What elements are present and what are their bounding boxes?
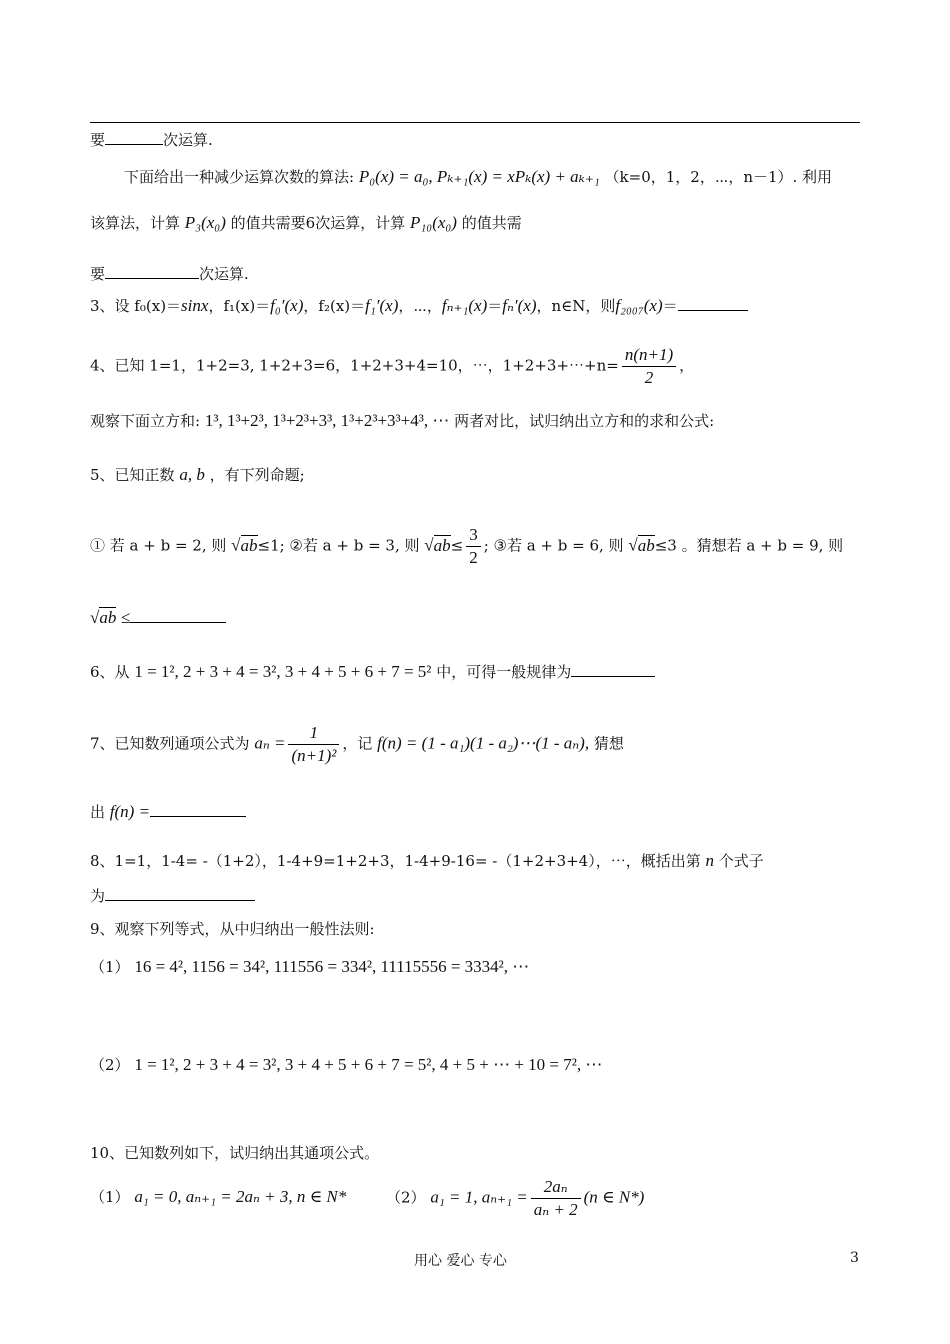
formula: (n ∈ N*) — [583, 1187, 645, 1207]
formula: f₀′(x) — [270, 296, 304, 315]
text: 次运算. — [199, 265, 249, 283]
numerator: n(n+1) — [622, 344, 676, 367]
question-9-part-1 — [90, 956, 529, 978]
text: 9、观察下列等式，从中归纳出一般性法则: — [90, 920, 375, 938]
text: ; ③若 a + b = 6, 则 — [483, 536, 624, 555]
text: ，记 — [342, 734, 373, 753]
question-9 — [90, 918, 375, 940]
answer-blank — [130, 606, 226, 623]
text: （1） — [90, 1188, 130, 1206]
text: 的值共需 — [461, 214, 522, 232]
formula: 16 = 4², 1156 = 34², 111556 = 334², 11115556 = 3334², ⋯ — [134, 957, 530, 976]
formula: f(n) = (1 - a₁)(1 - a₂)⋯(1 - aₙ), — [377, 733, 590, 753]
question-9-part-2 — [90, 1054, 602, 1076]
text: 3、设 f₀(x)＝ — [90, 297, 182, 315]
text: （k=0，1，2，⋯，n－1）. 利用 — [604, 168, 833, 186]
question-4-cubes — [90, 410, 714, 432]
formula: f₂₀₀₇(x) — [615, 296, 663, 315]
denominator: 2 — [644, 368, 654, 387]
formula: 1³, 1³+2³, 1³+2³+3³, 1³+2³+3³+4³, ⋯ — [204, 411, 450, 430]
fraction — [531, 1176, 581, 1221]
footer-text: 用心 爱心 专心 — [414, 1253, 507, 1269]
radicand: ab — [433, 535, 451, 555]
text: 4、已知 1=1，1+2=3, 1+2+3=6，1+2+3+4=10，⋯，1+2+3+⋯+n= — [90, 356, 619, 375]
formula: aₙ = — [254, 733, 286, 753]
formula: P₁₀(x₀) — [409, 213, 457, 232]
answer-blank — [571, 660, 655, 677]
formula: 1 = 1², 2 + 3 + 4 = 3², 3 + 4 + 5 + 6 + 7 = 5², 4 + 5 + ⋯ + 10 = 7², ⋯ — [134, 1055, 603, 1074]
text: 为 — [90, 887, 106, 905]
numerator: 2aₙ — [531, 1176, 581, 1199]
text: ≤ — [121, 608, 131, 627]
text: 个式子 — [718, 852, 764, 870]
line-1 — [90, 128, 213, 151]
question-6 — [90, 660, 655, 683]
formula: fₙ′(x) — [502, 296, 537, 315]
text: ，n∈N，则 — [536, 297, 616, 315]
answer-blank — [678, 294, 748, 311]
formula: 1 = 1², 2 + 3 + 4 = 3², 3 + 4 + 5 + 6 + 7 = 5² — [134, 662, 432, 681]
question-5-guess — [90, 606, 226, 629]
line-3 — [90, 212, 522, 234]
formula: fₙ₊₁(x) — [441, 296, 488, 315]
text: 两者对比，试归纳出立方和的求和公式: — [454, 412, 715, 430]
sqrt: √ab — [628, 535, 655, 555]
numerator: 1 — [288, 722, 339, 745]
text: ≤1; ②若 a + b = 3, 则 — [257, 536, 420, 555]
text: 该算法，计算 — [90, 214, 181, 232]
radicand: ab — [637, 535, 655, 555]
formula: n — [705, 851, 715, 870]
text: 下面给出一种减少运算次数的算法: — [124, 168, 355, 186]
fraction — [466, 524, 481, 569]
radicand: ab — [240, 535, 258, 555]
denominator: 2 — [469, 548, 478, 567]
text: 7、已知数列通项公式为 — [90, 734, 250, 753]
question-7-guess — [90, 800, 246, 823]
question-10-part-1 — [90, 1186, 346, 1208]
denominator: aₙ + 2 — [533, 1200, 578, 1219]
question-5 — [90, 464, 305, 486]
sqrt: √ab — [424, 535, 451, 555]
question-4 — [90, 344, 694, 389]
line-2 — [124, 166, 832, 188]
text: 6、从 — [90, 663, 130, 681]
question-10 — [90, 1142, 379, 1164]
text: 10、已知数列如下，试归纳出其通项公式。 — [90, 1144, 380, 1162]
denominator: (n+1)² — [291, 746, 337, 765]
formula: a₁ = 1, aₙ₊₁ = — [430, 1187, 528, 1207]
text: 观察下面立方和: — [90, 412, 201, 430]
answer-blank — [105, 262, 199, 279]
answer-blank — [105, 884, 255, 901]
formula: f(n) = — [109, 802, 151, 821]
formula: a, b — [179, 465, 205, 484]
question-8-answer — [90, 884, 255, 907]
text: 5、已知正数 — [90, 466, 175, 484]
sqrt: √ab — [90, 608, 117, 627]
answer-blank — [150, 800, 246, 817]
header-rule — [90, 122, 860, 123]
text: ① 若 a + b = 2, 则 — [90, 536, 227, 555]
question-8 — [90, 850, 764, 872]
page-number: 3 — [850, 1250, 859, 1266]
radicand: ab — [99, 608, 117, 627]
text: ，f₁(x)＝ — [208, 297, 271, 315]
text: ≤ — [450, 536, 464, 555]
fraction — [622, 344, 676, 389]
text: 猜想 — [593, 734, 624, 753]
text: （2） — [386, 1188, 426, 1207]
text: ＝ — [487, 297, 503, 315]
text: ＝ — [662, 297, 678, 315]
text: ，f₂(x)＝ — [303, 297, 366, 315]
question-7 — [90, 722, 624, 767]
text: 次运算. — [163, 131, 213, 149]
formula: a₁ = 0, aₙ₊₁ = 2aₙ + 3, n ∈ N* — [134, 1187, 347, 1206]
text: 8、1=1，1-4= -（1+2），1-4+9=1+2+3，1-4+9-16= -（1+2+3+4），⋯，概括出第 — [90, 852, 701, 870]
numerator: 3 — [466, 524, 481, 547]
text: ，有下列命题; — [209, 466, 305, 484]
text: （1） — [90, 958, 130, 976]
text: （2） — [90, 1056, 130, 1074]
text: 的值共需要6次运算，计算 — [230, 214, 406, 232]
sqrt: √ab — [231, 535, 258, 555]
question-3 — [90, 294, 748, 317]
question-10-part-2 — [386, 1176, 644, 1221]
formula: P₀(x) = a₀, Pₖ₊₁(x) = xPₖ(x) + aₖ₊₁ — [358, 167, 600, 186]
text: ≤3 。猜想若 a + b = 9, 则 — [654, 536, 844, 555]
text: 出 — [90, 803, 106, 821]
text: ，⋯， — [398, 297, 442, 315]
text: ， — [679, 356, 695, 375]
text: 中，可得一般规律为 — [436, 663, 572, 681]
answer-blank — [105, 128, 163, 145]
formula: sinx — [181, 296, 209, 315]
fraction — [288, 722, 339, 767]
formula: P₃(x₀) — [184, 213, 226, 232]
formula: f₁′(x) — [365, 296, 399, 315]
question-5-propositions — [90, 524, 843, 569]
text: 要 — [90, 265, 106, 283]
text: 要 — [90, 131, 106, 149]
line-4 — [90, 262, 249, 285]
